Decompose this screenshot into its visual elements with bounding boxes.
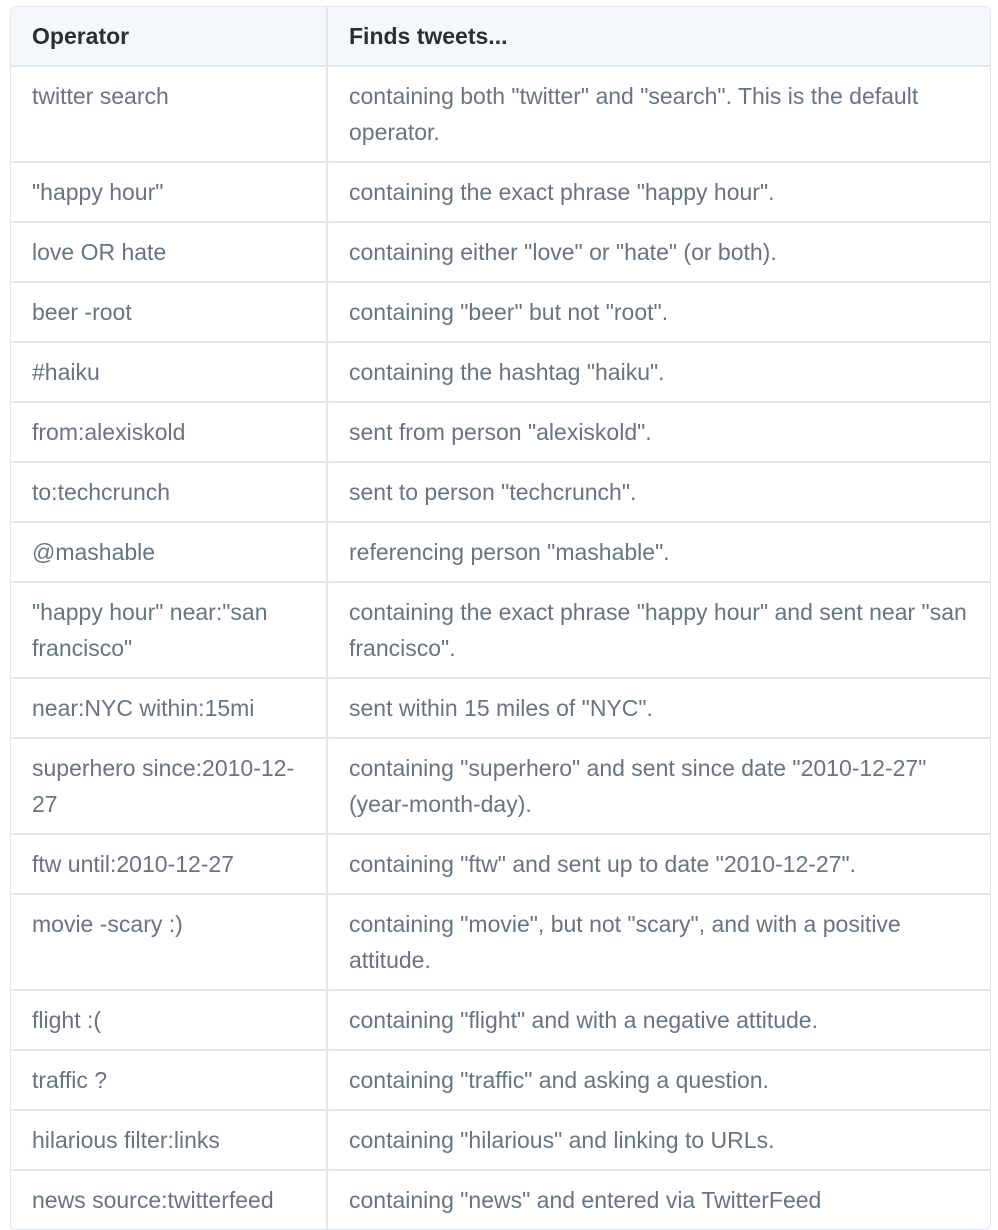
description-cell: containing the exact phrase "happy hour" and sent near "san francisco". <box>327 582 990 678</box>
table-row <box>11 462 990 522</box>
header-operator: Operator <box>11 7 327 66</box>
description-cell: containing "ftw" and sent up to date "2010-12-27". <box>327 834 990 894</box>
table-row <box>11 282 990 342</box>
description-cell: containing the hashtag "haiku". <box>327 342 990 402</box>
table-row <box>11 894 990 990</box>
operator-cell: superhero since:2010-12-27 <box>11 738 327 834</box>
description-cell: sent from person "alexiskold". <box>327 402 990 462</box>
table-row <box>11 522 990 582</box>
description-cell: containing "news" and entered via TwitterFeed <box>327 1170 990 1229</box>
operator-cell: #haiku <box>11 342 327 402</box>
description-cell: containing "beer" but not "root". <box>327 282 990 342</box>
description-cell: containing the exact phrase "happy hour". <box>327 162 990 222</box>
table-row <box>11 66 990 162</box>
description-cell: containing either "love" or "hate" (or both). <box>327 222 990 282</box>
table-row <box>11 678 990 738</box>
operator-cell: @mashable <box>11 522 327 582</box>
operator-cell: news source:twitterfeed <box>32 1187 274 1213</box>
description-cell: sent within 15 miles of "NYC". <box>327 678 990 738</box>
description-cell: containing "hilarious" and linking to URLs. <box>327 1110 990 1170</box>
table-row <box>11 1170 990 1229</box>
operator-cell: ftw until:2010-12-27 <box>11 834 327 894</box>
description-cell: referencing person "mashable". <box>327 522 990 582</box>
description-cell: containing "superhero" and sent since date "2010-12-27" (year-month-day). <box>327 738 990 834</box>
table-row <box>11 990 990 1050</box>
table-row <box>11 738 990 834</box>
description-cell: containing "flight" and with a negative attitude. <box>327 990 990 1050</box>
table-row <box>11 222 990 282</box>
operator-cell: traffic ? <box>11 1050 327 1110</box>
table-row <box>11 162 990 222</box>
operator-cell: twitter search <box>11 66 327 162</box>
operators-table-container <box>10 6 991 1230</box>
operator-cell: hilarious filter:links <box>11 1110 327 1170</box>
operator-cell: "happy hour" <box>11 162 327 222</box>
description-cell: sent to person "techcrunch". <box>327 462 990 522</box>
operator-cell: beer -root <box>11 282 327 342</box>
operator-cell: near:NYC within:15mi <box>11 678 327 738</box>
operator-cell: movie -scary :) <box>11 894 327 990</box>
operator-cell: flight :( <box>11 990 327 1050</box>
operator-cell: "happy hour" near:"san francisco" <box>11 582 327 678</box>
table-row <box>11 1110 990 1170</box>
search-operators-table <box>11 7 990 1229</box>
operator-cell: from:alexiskold <box>11 402 327 462</box>
table-row <box>11 1050 990 1110</box>
description-cell: containing both "twitter" and "search". This is the default operator. <box>327 66 990 162</box>
description-cell: containing "traffic" and asking a question. <box>327 1050 990 1110</box>
table-row <box>11 582 990 678</box>
table-header-row <box>11 7 990 66</box>
description-cell: containing "movie", but not "scary", and with a positive attitude. <box>327 894 990 990</box>
operator-cell: to:techcrunch <box>11 462 327 522</box>
table-row <box>11 402 990 462</box>
table-row <box>11 342 990 402</box>
table-row <box>11 834 990 894</box>
operator-cell: love OR hate <box>11 222 327 282</box>
header-finds-tweets: Finds tweets... <box>327 7 990 66</box>
